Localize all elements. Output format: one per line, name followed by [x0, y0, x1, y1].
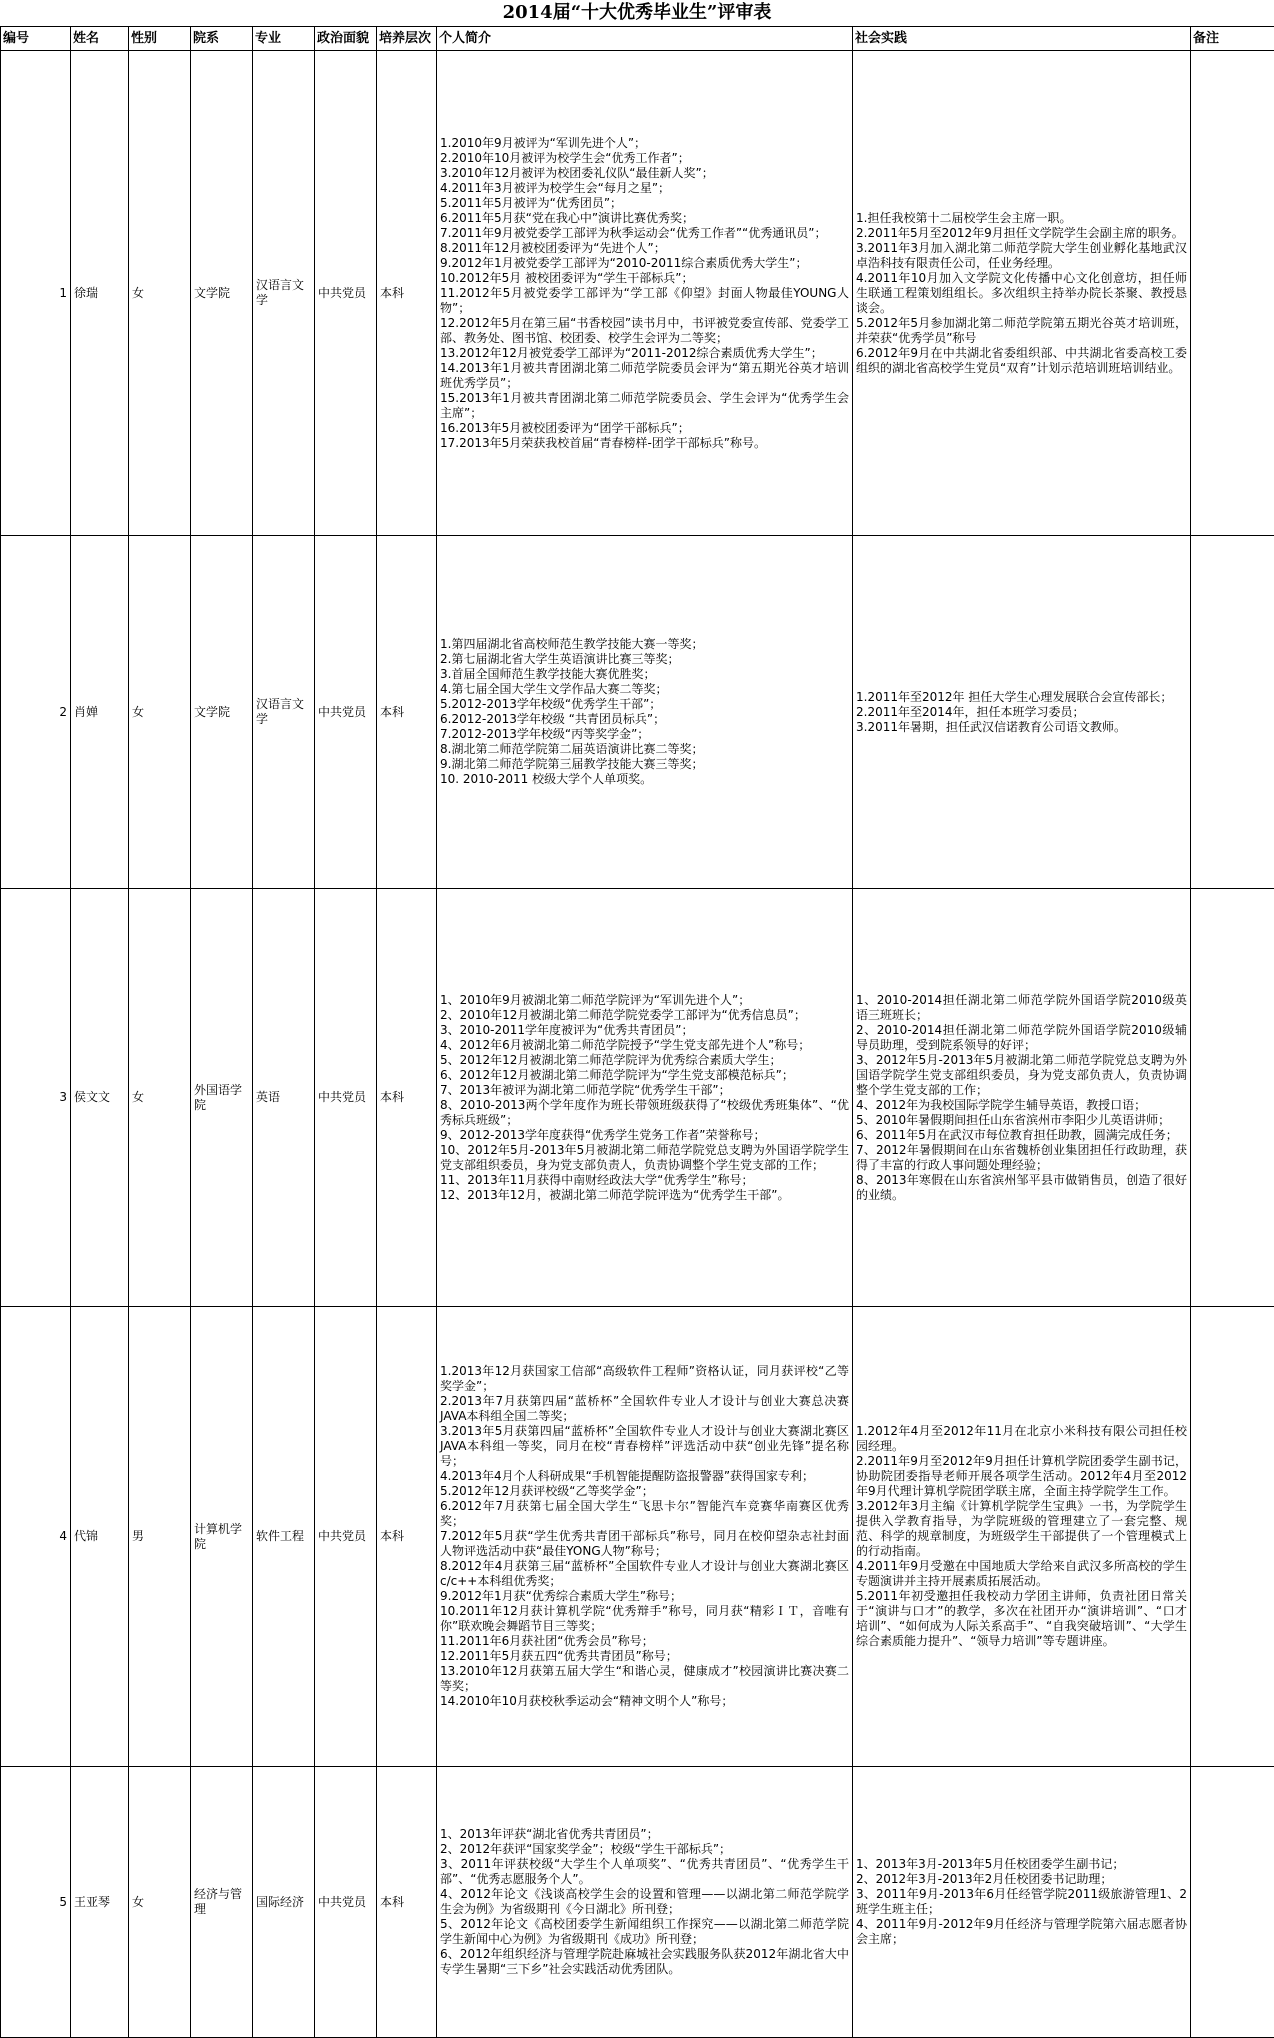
cell-level: 本科	[377, 51, 437, 536]
intro-item: 6.2012-2013学年校级 “共青团员标兵”；	[440, 712, 849, 727]
cell-political: 中共党员	[315, 1767, 377, 2038]
header-political: 政治面貌	[315, 27, 377, 51]
cell-intro	[437, 1767, 853, 2038]
cell-gender: 女	[129, 1767, 191, 2038]
intro-item: 9.湖北第二师范学院第三届教学技能大赛三等奖；	[440, 757, 849, 772]
intro-item: 2.2010年10月被评为校学生会“优秀工作者”；	[440, 151, 849, 166]
intro-item: 6.2011年5月获“党在我心中”演讲比赛优秀奖；	[440, 211, 849, 226]
practice-item: 2、2012年3月-2013年2月任校团委书记助理；	[856, 1872, 1187, 1887]
practice-item: 8、2013年寒假在山东省滨州邹平县市做销售员，创造了很好的业绩。	[856, 1173, 1187, 1203]
practice-item: 4.2011年10月加入文学院文化传播中心文化创意坊，担任师生联通工程策划组组长。多次组织主持举办院长茶聚、教授恳谈会。	[856, 271, 1187, 316]
intro-item: 4.第七届全国大学生文学作品大赛二等奖；	[440, 682, 849, 697]
practice-item: 1.担任我校第十二届校学生会主席一职。	[856, 211, 1187, 226]
cell-college: 经济与管理	[191, 1767, 253, 2038]
intro-item: 12.2012年5月在第三届“书香校园”读书月中，书评被党委宣传部、党委学工部、教务处、图书馆、校团委、校学生会评为二等奖；	[440, 316, 849, 346]
cell-name: 徐瑞	[71, 51, 129, 536]
cell-major: 汉语言文学	[253, 536, 315, 889]
practice-item: 4、2012年为我校国际学院学生辅导英语，教授口语；	[856, 1098, 1187, 1113]
practice-item: 2、2010-2014担任湖北第二师范学院外国语学院2010级辅导员助理，受到院系领导的好评；	[856, 1023, 1187, 1053]
intro-item: 10. 2010-2011 校级大学个人单项奖。	[440, 772, 849, 787]
intro-item: 2.2013年7月获第四届“蓝桥杯”全国软件专业人才设计与创业大赛总决赛JAVA本科组全国二等奖；	[440, 1394, 849, 1424]
sheet-title: 2014届“十大优秀毕业生”评审表	[0, 0, 1274, 26]
intro-item: 3.首届全国师范生教学技能大赛优胜奖；	[440, 667, 849, 682]
cell-major: 国际经济	[253, 1767, 315, 2038]
cell-name: 肖婵	[71, 536, 129, 889]
header-name: 姓名	[71, 27, 129, 51]
cell-practice	[853, 536, 1191, 889]
cell-practice	[853, 51, 1191, 536]
cell-intro	[437, 889, 853, 1307]
practice-item: 2.2011年5月至2012年9月担任文学院学生会副主席的职务。	[856, 226, 1187, 241]
intro-item: 10.2012年5月 被校团委评为“学生干部标兵”；	[440, 271, 849, 286]
intro-item: 1、2013年评获“湖北省优秀共青团员”；	[440, 1827, 849, 1842]
cell-major: 软件工程	[253, 1307, 315, 1767]
cell-college: 文学院	[191, 51, 253, 536]
intro-item: 11、2013年11月获得中南财经政法大学“优秀学生”称号；	[440, 1173, 849, 1188]
intro-item: 17.2013年5月荣获我校首届“青春榜样-团学干部标兵”称号。	[440, 436, 849, 451]
cell-intro	[437, 51, 853, 536]
cell-name: 代锦	[71, 1307, 129, 1767]
table-row	[1, 51, 1274, 536]
practice-item: 3.2011年3月加入湖北第二师范学院大学生创业孵化基地武汉卓浩科技有限责任公司，任业务经理。	[856, 241, 1187, 271]
intro-item: 3、2010-2011学年度被评为“优秀共青团员”；	[440, 1023, 849, 1038]
header-remark: 备注	[1191, 27, 1274, 51]
table-row	[1, 889, 1274, 1307]
intro-item: 4.2013年4月个人科研成果“手机智能提醒防盗报警器”获得国家专利；	[440, 1469, 849, 1484]
intro-item: 9.2012年1月被党委学工部评为“2010-2011综合素质优秀大学生”；	[440, 256, 849, 271]
intro-item: 2、2012年获评“国家奖学金”；校级“学生干部标兵”；	[440, 1842, 849, 1857]
intro-item: 5.2012年12月获评校级“乙等奖学金”；	[440, 1484, 849, 1499]
intro-item: 11.2012年5月被党委学工部评为“学工部《仰望》封面人物最佳YOUNG人物”；	[440, 286, 849, 316]
intro-item: 5.2011年5月被评为“优秀团员”；	[440, 196, 849, 211]
cell-name: 王亚琴	[71, 1767, 129, 2038]
cell-remark	[1191, 1767, 1274, 2038]
cell-gender: 女	[129, 889, 191, 1307]
intro-item: 7.2012-2013学年校级“丙等奖学金”；	[440, 727, 849, 742]
cell-level: 本科	[377, 536, 437, 889]
intro-item: 2、2010年12月被湖北第二师范学院党委学工部评为“优秀信息员”；	[440, 1008, 849, 1023]
practice-item: 5.2011年初受邀担任我校动力学团主讲师，负责社团日常关于“演讲与口才”的教学，多次在社团开办“演讲培训”、“口才培训”、“如何成为人际关系高手”、“自我突破培训”、“大学生综合素质能力提升”、“领导力培训”等专题讲座。	[856, 1589, 1187, 1649]
intro-item: 12、2013年12月，被湖北第二师范学院评选为“优秀学生干部”。	[440, 1188, 849, 1203]
intro-item: 14.2013年1月被共青团湖北第二师范学院委员会评为“第五期光谷英才培训班优秀学员”；	[440, 361, 849, 391]
header-row	[1, 27, 1274, 51]
header-gender: 性别	[129, 27, 191, 51]
intro-item: 4.2011年3月被评为校学生会“每月之星”；	[440, 181, 849, 196]
intro-item: 13.2012年12月被党委学工部评为“2011-2012综合素质优秀大学生”；	[440, 346, 849, 361]
cell-practice	[853, 889, 1191, 1307]
cell-college: 计算机学院	[191, 1307, 253, 1767]
intro-item: 16.2013年5月被校团委评为“团学干部标兵”；	[440, 421, 849, 436]
intro-item: 9.2012年1月获“优秀综合素质大学生”称号；	[440, 1589, 849, 1604]
practice-item: 1、2010-2014担任湖北第二师范学院外国语学院2010级英语三班班长；	[856, 993, 1187, 1023]
intro-item: 5、2012年12月被湖北第二师范学院评为优秀综合素质大学生；	[440, 1053, 849, 1068]
cell-remark	[1191, 51, 1274, 536]
cell-remark	[1191, 536, 1274, 889]
intro-item: 8、2010-2013两个学年度作为班长带领班级获得了“校级优秀班集体”、“优秀标兵班级”；	[440, 1098, 849, 1128]
intro-item: 1.2010年9月被评为“军训先进个人”；	[440, 136, 849, 151]
intro-item: 6、2012年组织经济与管理学院赴麻城社会实践服务队获2012年湖北省大中专学生暑期“三下乡”社会实践活动优秀团队。	[440, 1947, 849, 1977]
intro-item: 1.第四届湖北省高校师范生教学技能大赛一等奖；	[440, 637, 849, 652]
intro-item: 11.2011年6月获社团“优秀会员”称号；	[440, 1634, 849, 1649]
cell-major: 汉语言文学	[253, 51, 315, 536]
intro-item: 2.第七届湖北省大学生英语演讲比赛三等奖；	[440, 652, 849, 667]
practice-item: 4、2011年9月-2012年9月任经济与管理学院第六届志愿者协会主席；	[856, 1917, 1187, 1947]
practice-item: 5、2010年暑假期间担任山东省滨州市李阳少儿英语讲师；	[856, 1113, 1187, 1128]
cell-political: 中共党员	[315, 889, 377, 1307]
practice-item: 7、2012年暑假期间在山东省魏桥创业集团担任行政助理，获得了丰富的行政人事问题处理经验；	[856, 1143, 1187, 1173]
intro-item: 8.湖北第二师范学院第二届英语演讲比赛二等奖；	[440, 742, 849, 757]
cell-level: 本科	[377, 1767, 437, 2038]
cell-index: 5	[1, 1767, 71, 2038]
practice-item: 3.2011年暑期，担任武汉信诺教育公司语文教师。	[856, 720, 1187, 735]
intro-item: 10.2011年12月获计算机学院“优秀辩手”称号，同月获“精彩ＩＴ，音唯有你”联欢晚会舞蹈节目三等奖；	[440, 1604, 849, 1634]
intro-item: 7、2013年被评为湖北第二师范学院“优秀学生干部”；	[440, 1083, 849, 1098]
header-intro: 个人简介	[437, 27, 853, 51]
intro-item: 13.2010年12月获第五届大学生“和谐心灵，健康成才”校园演讲比赛决赛二等奖；	[440, 1664, 849, 1694]
practice-item: 3.2012年3月主编《计算机学院学生宝典》一书，为学院学生提供入学教育指导，为学院班级的管理建立了一套完整、规范、科学的规章制度，为班级学生干部提供了一个管理模式上的行动指南。	[856, 1499, 1187, 1559]
practice-item: 1.2012年4月至2012年11月在北京小米科技有限公司担任校园经理。	[856, 1424, 1187, 1454]
header-major: 专业	[253, 27, 315, 51]
cell-index: 1	[1, 51, 71, 536]
intro-item: 8.2011年12月被校团委评为“先进个人”；	[440, 241, 849, 256]
table-row	[1, 1767, 1274, 2038]
intro-item: 5.2012-2013学年校级“优秀学生干部”；	[440, 697, 849, 712]
header-college: 院系	[191, 27, 253, 51]
cell-index: 4	[1, 1307, 71, 1767]
cell-intro	[437, 1307, 853, 1767]
cell-intro	[437, 536, 853, 889]
intro-item: 3.2013年5月获第四届“蓝桥杯”全国软件专业人才设计与创业大赛湖北赛区JAVA本科组一等奖，同月在校“青春榜样”评选活动中获“创业先锋”提名称号；	[440, 1424, 849, 1469]
intro-item: 4、2012年论文《浅谈高校学生会的设置和管理——以湖北第二师范学院学生会为例》为省级期刊《今日湖北》所刊登；	[440, 1887, 849, 1917]
header-practice: 社会实践	[853, 27, 1191, 51]
practice-item: 5.2012年5月参加湖北第二师范学院第五期光谷英才培训班，并荣获“优秀学员”称号	[856, 316, 1187, 346]
intro-item: 14.2010年10月获校秋季运动会“精神文明个人”称号；	[440, 1694, 849, 1709]
intro-item: 12.2011年5月获五四“优秀共青团员”称号；	[440, 1649, 849, 1664]
practice-item: 3、2011年9月-2013年6月任经管学院2011级旅游管理1、2班学生班主任；	[856, 1887, 1187, 1917]
intro-item: 1、2010年9月被湖北第二师范学院评为“军训先进个人”；	[440, 993, 849, 1008]
cell-practice	[853, 1307, 1191, 1767]
intro-item: 7.2011年9月被党委学工部评为秋季运动会“优秀工作者”“优秀通讯员”；	[440, 226, 849, 241]
cell-name: 侯文文	[71, 889, 129, 1307]
cell-remark	[1191, 889, 1274, 1307]
cell-level: 本科	[377, 889, 437, 1307]
intro-item: 9、2012-2013学年度获得“优秀学生党务工作者”荣誉称号；	[440, 1128, 849, 1143]
cell-political: 中共党员	[315, 51, 377, 536]
header-level: 培养层次	[377, 27, 437, 51]
practice-item: 2.2011年至2014年，担任本班学习委员；	[856, 705, 1187, 720]
intro-item: 6.2012年7月获第七届全国大学生“飞思卡尔”智能汽车竞赛华南赛区优秀奖；	[440, 1499, 849, 1529]
practice-item: 6、2011年5月在武汉市每位教育担任助教，圆满完成任务；	[856, 1128, 1187, 1143]
intro-item: 10、2012年5月-2013年5月被湖北第二师范学院党总支聘为外国语学院学生党支部组织委员，身为党支部负责人，负责协调整个学生党支部的工作；	[440, 1143, 849, 1173]
intro-item: 3、2011年评获校级“大学生个人单项奖”、“优秀共青团员”、“优秀学生干部”、“优秀志愿服务个人”。	[440, 1857, 849, 1887]
practice-item: 4.2011年9月受邀在中国地质大学给来自武汉多所高校的学生专题演讲并主持开展素质拓展活动。	[856, 1559, 1187, 1589]
cell-practice	[853, 1767, 1191, 2038]
table-row	[1, 536, 1274, 889]
intro-item: 4、2012年6月被湖北第二师范学院授予“学生党支部先进个人”称号；	[440, 1038, 849, 1053]
cell-college: 外国语学院	[191, 889, 253, 1307]
table-row	[1, 1307, 1274, 1767]
intro-item: 8.2012年4月获第三届“蓝桥杯”全国软件专业人才设计与创业大赛湖北赛区c/c++本科组优秀奖；	[440, 1559, 849, 1589]
practice-item: 1.2011年至2012年 担任大学生心理发展联合会宣传部长；	[856, 690, 1187, 705]
cell-gender: 女	[129, 51, 191, 536]
intro-item: 6、2012年12月被湖北第二师范学院评为“学生党支部模范标兵”；	[440, 1068, 849, 1083]
practice-item: 3、2012年5月-2013年5月被湖北第二师范学院党总支聘为外国语学院学生党支部组织委员，身为党支部负责人，负责协调整个学生党支部的工作；	[856, 1053, 1187, 1098]
intro-item: 7.2012年5月获“学生优秀共青团干部标兵”称号，同月在校仰望杂志社封面人物评选活动中获“最佳YONG人物”称号；	[440, 1529, 849, 1559]
review-table	[0, 26, 1274, 2038]
practice-item: 1、2013年3月-2013年5月任校团委学生副书记；	[856, 1857, 1187, 1872]
cell-index: 3	[1, 889, 71, 1307]
cell-index: 2	[1, 536, 71, 889]
intro-item: 1.2013年12月获国家工信部“高级软件工程师”资格认证，同月获评校“乙等奖学金”；	[440, 1364, 849, 1394]
header-index: 编号	[1, 27, 71, 51]
cell-level: 本科	[377, 1307, 437, 1767]
cell-gender: 男	[129, 1307, 191, 1767]
practice-item: 6.2012年9月在中共湖北省委组织部、中共湖北省委高校工委组织的湖北省高校学生党员“双育”计划示范培训班培训结业。	[856, 346, 1187, 376]
intro-item: 3.2010年12月被评为校团委礼仪队“最佳新人奖”；	[440, 166, 849, 181]
cell-college: 文学院	[191, 536, 253, 889]
cell-political: 中共党员	[315, 1307, 377, 1767]
practice-item: 2.2011年9月至2012年9月担任计算机学院团委学生副书记，协助院团委指导老师开展各项学生活动。2012年4月至2012年9月代理计算机学院团学联主席，全面主持学院学生工作。	[856, 1454, 1187, 1499]
cell-remark	[1191, 1307, 1274, 1767]
intro-item: 15.2013年1月被共青团湖北第二师范学院委员会、学生会评为“优秀学生会主席”；	[440, 391, 849, 421]
intro-item: 5、2012年论文《高校团委学生新闻组织工作探究——以湖北第二师范学院学生新闻中心为例》为省级期刊《成功》所刊登；	[440, 1917, 849, 1947]
cell-major: 英语	[253, 889, 315, 1307]
cell-gender: 女	[129, 536, 191, 889]
cell-political: 中共党员	[315, 536, 377, 889]
